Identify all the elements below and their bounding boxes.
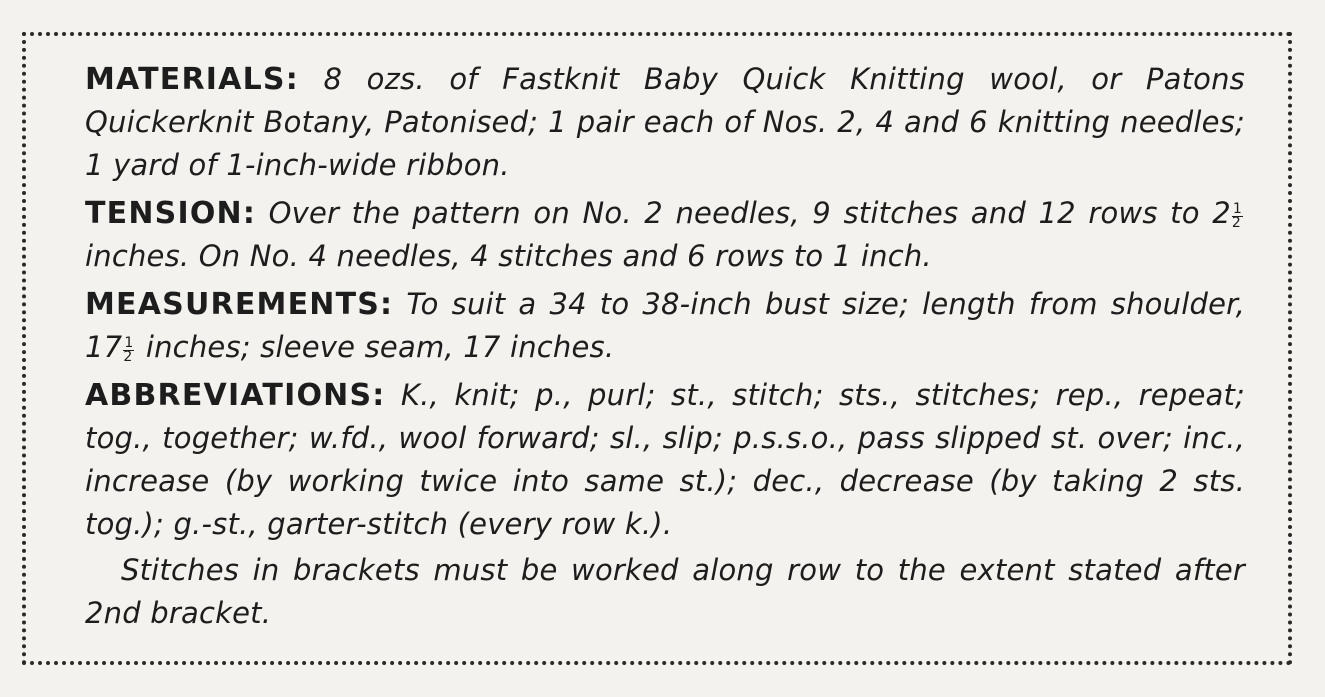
materials-label: MATERIALS: — [85, 62, 299, 97]
measurements-fraction-numerator: 1 — [124, 335, 134, 351]
brackets-note — [85, 549, 1245, 635]
measurements-fraction — [123, 337, 134, 364]
tension-text-b: inches. On No. 4 needles, 4 stitches and 6 rows to 1 inch. — [85, 239, 932, 273]
abbreviations-label: ABBREVIATIONS: — [85, 378, 386, 413]
tension-label: TENSION: — [85, 196, 257, 231]
measurements-text-a: To suit a 34 to 38-inch bust size; length from shoulder, 17 — [85, 287, 1245, 364]
tension-text-a: Over the pattern on No. 2 needles, 9 stitches and 12 rows to 2 — [268, 196, 1231, 230]
tension-fraction-denominator: 2 — [1231, 215, 1241, 231]
materials-text: 8 ozs. of Fastknit Baby Quick Knitting wool, or Patons Quickerknit Botany, Patonised; 1 pair each of Nos. 2, 4 and 6 knitting needles; 1 yard of 1-inch-wide ribbon. — [85, 62, 1245, 182]
abbreviations-section — [85, 374, 1245, 546]
materials-section — [85, 58, 1245, 187]
measurements-label: MEASUREMENTS: — [85, 287, 394, 322]
tension-fraction-numerator: 1 — [1232, 201, 1242, 217]
abbreviations-text: K., knit; p., purl; st., stitch; sts., stitches; rep., repeat; tog., together; w.fd., wool forward; sl., slip; p.s.s.o., pass slipped st. over; inc., increase (by working twice into same st.); dec., decrease (by taking 2 sts. tog.); g.-st., garter-stitch (every row k.). — [85, 378, 1245, 541]
measurements-text-b: inches; sleeve seam, 17 inches. — [145, 330, 615, 364]
brackets-note-text: Stitches in brackets must be worked along row to the extent stated after 2nd bracket. — [85, 553, 1245, 630]
measurements-section — [85, 283, 1245, 369]
measurements-fraction-denominator: 2 — [123, 349, 133, 365]
tension-fraction — [1232, 203, 1243, 230]
tension-section — [85, 192, 1245, 278]
knitting-pattern-info — [85, 58, 1245, 640]
